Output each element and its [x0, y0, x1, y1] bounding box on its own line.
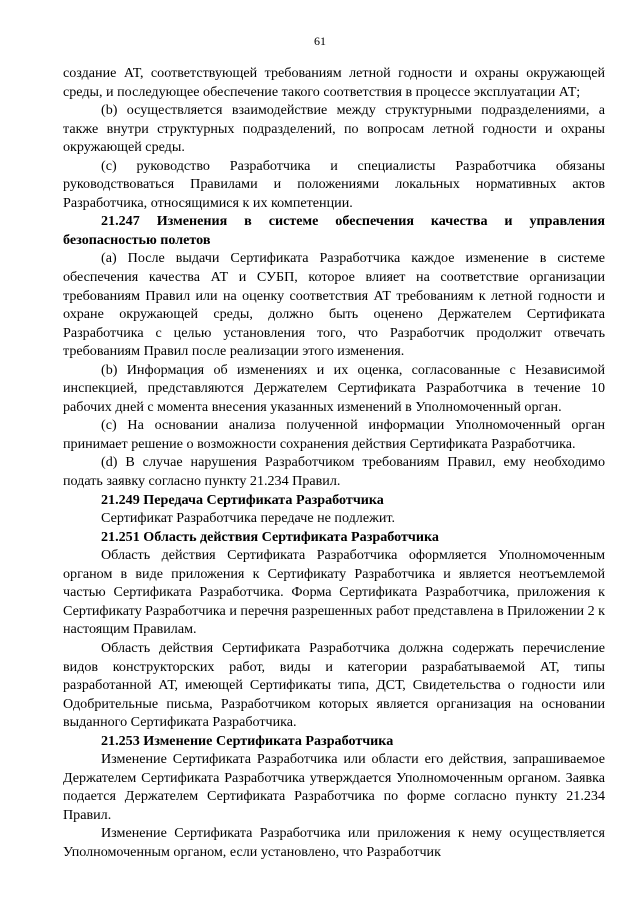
- paragraph: Область действия Сертификата Разработчика оформляется Уполномоченным органом в виде приложения к Сертификату Разработчика и является неотъемлемой частью Сертификата Разработчика. Форма Сертификата Разработчика, приложения к Сертификату Разработчика и перечня разрешенных работ представлена в Приложении 2 к настоящим Правилам.: [63, 547, 606, 638]
- paragraph: создание АТ, соответствующей требованиям летной годности и охраны окружающей среды, и последующее обеспечение такого соответствия в процессе эксплуатации АТ;: [63, 65, 605, 100]
- section-heading: 21.247 Изменения в системе обеспечения качества и управления безопасностью полетов: [63, 213, 605, 248]
- document-body: [63, 64, 605, 862]
- paragraph: Изменение Сертификата Разработчика или приложения к нему осуществляется Уполномоченным органом, если установлено, что Разработчик: [63, 825, 605, 860]
- section-heading: 21.253 Изменение Сертификата Разработчика: [101, 732, 394, 749]
- paragraph: (c) руководство Разработчика и специалисты Разработчика обязаны руководствоваться Правилами и положениями локальных нормативных актов Разработчика, относящимися к их компетенции.: [63, 157, 605, 211]
- paragraph: Область действия Сертификата Разработчика должна содержать перечисление видов конструкторских работ, виды и категории разрабатываемой АТ, типы разработанной АТ, имеющей Сертификаты типа, ДСТ, Свидетельства о годности или Одобрительные письма, Разработчиком которых является организация на основании выданного Сертификата Разработчика.: [63, 639, 605, 731]
- paragraph: (b) осуществляется взаимодействие между структурными подразделениями, а также внутри структурных подразделений, по вопросам летной годности и охраны окружающей среды.: [63, 102, 605, 156]
- paragraph: (b) Информация об изменениях и их оценка, согласованные с Независимой инспекцией, представляются Держателем Сертификата Разработчика в течение 10 рабочих дней с момента внесения указанных изменений в Уполномоченный орган.: [63, 361, 605, 415]
- paragraph: (c) На основании анализа полученной информации Уполномоченный орган принимает решение о возможности сохранения действия Сертификата Разработчика.: [63, 417, 605, 452]
- paragraph: Изменение Сертификата Разработчика или области его действия, запрашиваемое Держателем Сертификата Разработчика утверждается Уполномоченным органом. Заявка подается Держателем Сертификата Разработчика по форме согласно пункту 21.234 Правил.: [63, 751, 605, 823]
- page-number: 61: [314, 34, 326, 48]
- paragraph: (a) После выдачи Сертификата Разработчика каждое изменение в системе обеспечения качества АТ и СУБП, которое влияет на соответствие организации требованиям Правил или на оценку соответствия АТ требованиям к летной годности и охране окружающей среды, должно быть оценено Держателем Сертификата Разработчика с целью установления того, что Разработчик продолжит отвечать требованиям Правил после реализации этого изменения.: [63, 250, 605, 360]
- paragraph: (d) В случае нарушения Разработчиком требованиям Правил, ему необходимо подать заявку согласно пункту 21.234 Правил.: [63, 454, 605, 490]
- section-heading: 21.249 Передача Сертификата Разработчика: [101, 491, 384, 508]
- paragraph: Сертификат Разработчика передаче не подлежит.: [101, 510, 395, 527]
- section-heading: 21.251 Область действия Сертификата Разработчика: [101, 528, 439, 545]
